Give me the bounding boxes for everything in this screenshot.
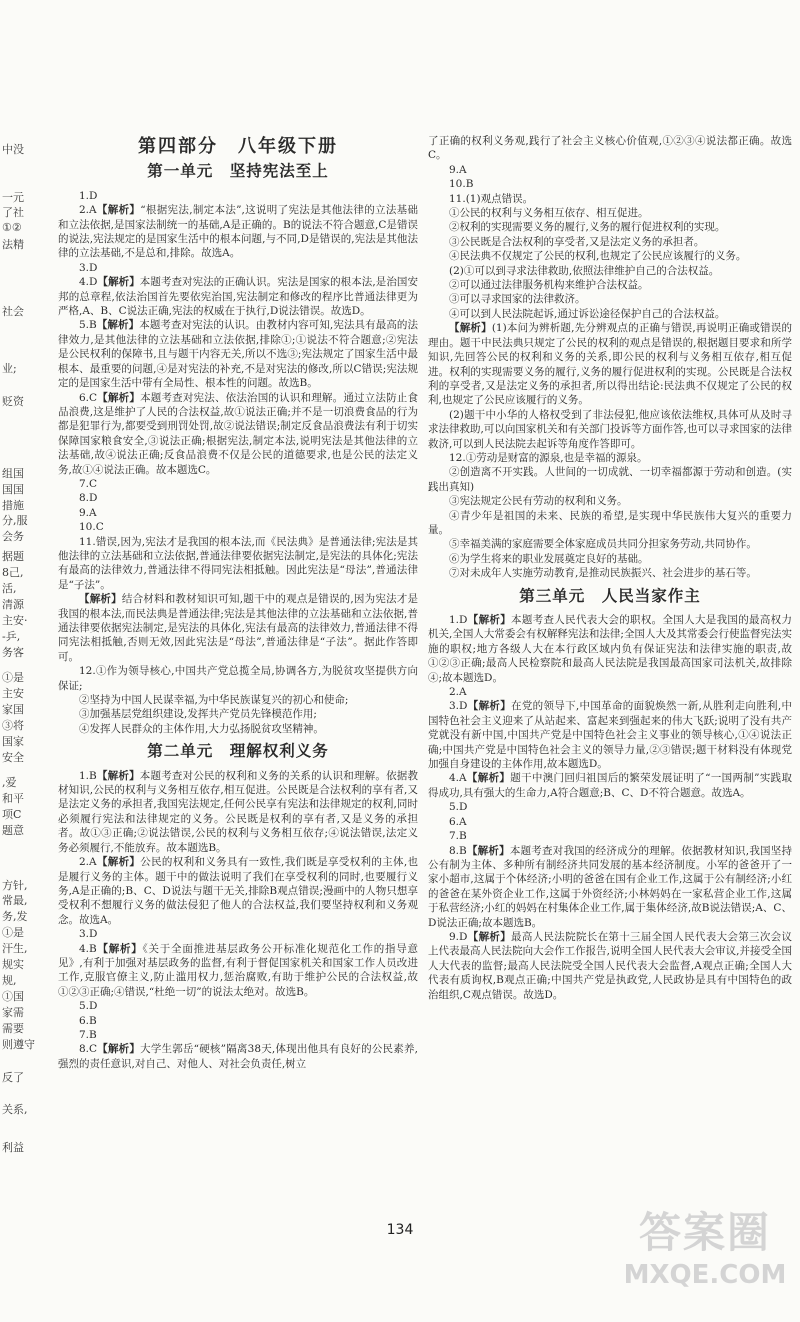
watermark-logo bbox=[620, 1208, 790, 1308]
answer-paragraph bbox=[428, 771, 792, 800]
edge-fragment: 务,发 bbox=[2, 910, 28, 923]
answer-paragraph bbox=[428, 537, 792, 551]
answer-paragraph bbox=[58, 707, 418, 721]
answer-text: ③公民既是合法权利的享受者,又是法定义务的承担者。 bbox=[449, 235, 705, 248]
unit2-answers-continued bbox=[428, 134, 792, 581]
answer-paragraph bbox=[58, 275, 418, 318]
watermark-url: MXQE.COM bbox=[623, 1260, 787, 1290]
edge-fragment: 会务 bbox=[2, 530, 24, 543]
answer-text: ②坚持为中国人民谋幸福,为中华民族谋复兴的初心和使命; bbox=[79, 694, 349, 707]
edge-fragment: 利益 bbox=[2, 1141, 24, 1154]
analysis-text: 大学生郭岳“硬核”隔离38天,体现出他具有良好的公民素养,强烈的责任意识,对自己、对他人、对社会负责任,树立 bbox=[58, 1043, 418, 1070]
unit2-answers bbox=[58, 769, 418, 1072]
edge-fragment: 国家 bbox=[2, 735, 24, 748]
answer-paragraph bbox=[58, 927, 418, 941]
answer-text: 4.A bbox=[449, 772, 467, 785]
answer-paragraph bbox=[428, 192, 792, 206]
answer-text: ②可以通过法律服务机构来维护合法权益。 bbox=[449, 279, 649, 292]
answer-text: 3.D bbox=[79, 928, 98, 941]
edge-fragment: 关系, bbox=[2, 1103, 28, 1116]
analysis-tag: 【解析】 bbox=[467, 700, 512, 713]
answer-paragraph bbox=[428, 494, 792, 508]
edge-fragment: 和平 bbox=[2, 792, 24, 805]
analysis-tag: 【解析】 bbox=[96, 769, 140, 782]
edge-fragment: 分,服 bbox=[2, 514, 28, 527]
answer-text: ⑤幸福美满的家庭需要全体家庭成员共同分担家务劳动,共同协作。 bbox=[449, 538, 757, 551]
analysis-text: 本题考查人民代表大会的职权。全国人大是我国的最高权力机关,全国人大常委会有权解释宪法和法律;全国人大及其常委会行使监督宪法实施的职权;地方各级人大在本行政区域内负有保证宪法和法律实施的职责,故①②③正确;最高人民检察院和最高人民法院是我国最高国家司法机关,故排除④;故本题选D。 bbox=[428, 614, 792, 684]
edge-fragment: 8己, bbox=[2, 566, 24, 579]
answer-text: ②创造离不开实践。人世间的一切成就、一切幸福都源于劳动和创造。(实践出真知) bbox=[428, 466, 792, 493]
answer-paragraph bbox=[428, 844, 792, 930]
page-number: 134 bbox=[386, 1222, 414, 1238]
answer-paragraph bbox=[428, 930, 792, 1002]
answer-paragraph bbox=[428, 264, 792, 278]
edge-fragment: ,爱 bbox=[2, 776, 17, 789]
answer-paragraph bbox=[58, 664, 418, 693]
answer-text: ⑥为学生将来的职业发展奠定良好的基础。 bbox=[449, 552, 649, 565]
answer-text: 3.D bbox=[449, 700, 468, 713]
answer-text: 3.D bbox=[79, 261, 98, 274]
part-title: 第四部分 八年级下册 bbox=[138, 136, 338, 157]
answer-text: 12.①劳动是财富的源泉,也是幸福的源泉。 bbox=[449, 451, 648, 464]
answer-paragraph bbox=[428, 307, 792, 321]
analysis-tag: 【解析】 bbox=[449, 322, 492, 335]
unit1-title: 第一单元 坚持宪法至上 bbox=[147, 161, 329, 181]
answer-paragraph bbox=[428, 235, 792, 249]
edge-fragment: 题意 bbox=[2, 824, 24, 837]
analysis-text: (1)本问为辨析题,先分辨观点的正确与错误,再说明正确或错误的理由。题干中民法典只规定了公民的权利的观点是错误的,根据题目要求和所学知识,先回答公民的权利和义务的关系,即公民的权利与义务相互依存,相互促进。权利的实现需要义务的履行,义务的履行促进权利的实现。公民既是合法权利的享受者,又是法定义务的承担者,所以得出结论:民法典不仅规定了公民的权利,也规定了公民应该履行的义务。 bbox=[428, 322, 792, 407]
answer-text: 5.B bbox=[79, 319, 97, 332]
answer-text: 5.D bbox=[449, 801, 468, 814]
answer-paragraph bbox=[58, 506, 418, 520]
answer-paragraph bbox=[428, 206, 792, 220]
answer-text: 10.C bbox=[79, 521, 104, 534]
edge-fragment: 据题 bbox=[2, 550, 24, 563]
answer-text: 7.B bbox=[449, 830, 467, 843]
answer-paragraph bbox=[58, 693, 418, 707]
answer-text: 4.B bbox=[79, 942, 97, 955]
answer-text: 11.(1)观点错误。 bbox=[449, 192, 534, 205]
edge-fragment: 社会 bbox=[2, 305, 24, 318]
answer-text: 2.A bbox=[79, 204, 97, 217]
analysis-text: 本题考查对宪法的正确认识。宪法是国家的根本法,是治国安邦的总章程,依法治国首先要依宪治国,宪法制定和修改的程序比普通法律更为严格,A、B、C说法正确,宪法的权威在于执行,D说法错误。故选D。 bbox=[58, 276, 418, 318]
answer-text: 8.D bbox=[79, 492, 98, 505]
answer-paragraph bbox=[58, 1014, 418, 1028]
answer-paragraph bbox=[58, 203, 418, 261]
answer-paragraph bbox=[428, 829, 792, 843]
answer-text: ④青少年是祖国的未来、民族的希望,是实现中华民族伟大复兴的重要力量。 bbox=[428, 509, 792, 536]
answer-paragraph bbox=[58, 722, 418, 736]
answer-text: 2.A bbox=[79, 856, 97, 869]
answer-paragraph bbox=[428, 220, 792, 234]
answer-text: 6.C bbox=[79, 391, 98, 404]
analysis-tag: 【解析】 bbox=[97, 276, 140, 289]
answer-text: ⑦对未成年人实施劳动教育,是推动民族振兴、社会进步的基石等。 bbox=[449, 567, 757, 580]
answer-text: 7.B bbox=[79, 1028, 97, 1041]
answer-paragraph bbox=[428, 292, 792, 306]
analysis-text: 本题考查对公民的权利和义务的关系的认识和理解。依据教材知识,公民的权利与义务相互依存,相互促进。公民既是合法权利的享有者,又是法定义务的承担者,我国宪法规定,任何公民享有宪法和法律规定的权利,同时必须履行宪法和法律规定的义务。公民既是权利的享有者,又是义务的承担者。故①③正确;②说法错误,公民的权利与义务相互依存;④说法错误,法定义务必须履行,不能放弃。故本题选B。 bbox=[58, 769, 419, 854]
edge-fragment: 业; bbox=[2, 362, 17, 375]
edge-fragment: 国国 bbox=[2, 483, 24, 496]
answer-text: 7.C bbox=[79, 477, 98, 490]
answer-paragraph bbox=[58, 592, 418, 664]
analysis-tag: 【解析】 bbox=[466, 772, 511, 785]
answer-paragraph bbox=[428, 278, 792, 292]
analysis-text: 本题考查对我国的经济成分的理解。依据教材知识,我国坚持公有制为主体、多种所有制经济共同发展的基本经济制度。小军的爸爸开了一家小超市,这属于个体经济;小明的爸爸在国有企业工作,这属于公有制经济;小红的爸爸在某外资企业工作,这属于外资经济;小林妈妈在一家私营企业工作,这属于私营经济;小红的妈妈在村集体企业工作,属于集体经济,故B说法错误;A、C、D说法正确;故本题选B。 bbox=[428, 844, 793, 929]
edge-fragment: 安全 bbox=[2, 751, 24, 764]
answer-paragraph bbox=[428, 451, 792, 465]
right-column bbox=[428, 134, 792, 1002]
answer-text: 9.A bbox=[449, 163, 467, 176]
answer-paragraph bbox=[428, 613, 792, 685]
answer-paragraph bbox=[58, 477, 418, 491]
analysis-tag: 【解析】 bbox=[96, 204, 141, 217]
answer-text: ④发挥人民群众的主体作用,大力弘扬脱贫攻坚精神。 bbox=[79, 722, 324, 735]
unit3-title: 第三单元 人民当家作主 bbox=[519, 585, 701, 605]
edge-fragment: ①是 bbox=[2, 926, 24, 939]
answer-paragraph bbox=[428, 465, 792, 494]
answer-paragraph bbox=[58, 391, 418, 477]
answer-text: 12.①作为领导核心,中国共产党总揽全局,协调各方,为脱贫攻坚提供方向保证; bbox=[58, 665, 418, 692]
edge-fragment: 主安· bbox=[2, 614, 28, 627]
answer-paragraph bbox=[58, 189, 418, 203]
edge-fragment: 常最, bbox=[2, 894, 28, 907]
answer-text: ③加强基层党组织建设,发挥共产党员先锋模范作用; bbox=[79, 708, 317, 721]
edge-fragment: ③将 bbox=[2, 719, 24, 732]
answer-text: 1.B bbox=[79, 769, 97, 782]
edge-fragment: 活, bbox=[2, 582, 17, 595]
edge-fragment: 中没 bbox=[2, 143, 24, 156]
answer-paragraph bbox=[428, 134, 792, 163]
analysis-text: 公民的权利和义务具有一致性,我们既是享受权利的主体,也是履行义务的主体。题干中的做法说明了我们在享受权利的同时,也要履行义务,A是正确的;B、C、D说法与题干无关,排除B观点错误;漫画中的人物只想享受权利不想履行义务的做法侵犯了他人的合法权益,我们要坚持权利和义务观念。故选A。 bbox=[58, 856, 418, 926]
answer-text: (2)①可以到寻求法律救助,依照法律维护自己的合法权益。 bbox=[449, 264, 720, 277]
edge-fragment: 清源 bbox=[2, 598, 24, 611]
answer-text: ④可以到人民法院起诉,通过诉讼途径保护自己的合法权益。 bbox=[449, 307, 726, 320]
answer-paragraph bbox=[428, 249, 792, 263]
edge-fragment: 反了 bbox=[2, 1071, 24, 1084]
answer-text: 9.A bbox=[79, 506, 97, 519]
edge-fragment: -乒, bbox=[2, 630, 21, 643]
answer-paragraph bbox=[58, 1028, 418, 1042]
edge-fragment: 规实 bbox=[2, 958, 24, 971]
answer-paragraph bbox=[428, 699, 792, 771]
answer-paragraph bbox=[58, 535, 418, 593]
answer-paragraph bbox=[58, 855, 418, 927]
edge-fragment: 组国 bbox=[2, 467, 24, 480]
answer-text: (2)题干中小华的人格权受到了非法侵犯,他应该依法维权,具体可从及时寻求法律救助,可以向国家机关和有关部门投诉等方面作答,也可以寻求国家的法律救济,可以到人民法院去起诉等角度作答即可。 bbox=[428, 408, 792, 450]
answer-text: 5.D bbox=[79, 1000, 98, 1013]
unit2-title: 第二单元 理解权利义务 bbox=[147, 741, 329, 761]
edge-fragment: 一元 bbox=[2, 191, 24, 204]
analysis-tag: 【解析】 bbox=[96, 856, 141, 869]
analysis-text: 最高人民法院院长在第十三届全国人民代表大会第三次会议上代表最高人民法院向大会作工作报告,说明全国人民代表大会审议,并接受全国人大代表的监督;最高人民法院受全国人民代表大会监督,A观点正确;全国人大代表有质询权,B观点正确;中国共产党是执政党,人民政协是具有中国特色的政治组织,C观点错误。故选D。 bbox=[428, 930, 792, 1001]
analysis-tag: 【解析】 bbox=[97, 391, 141, 404]
answer-text: 1.D bbox=[449, 614, 468, 626]
edge-fragment: 家需 bbox=[2, 1006, 24, 1019]
answer-paragraph bbox=[428, 566, 792, 580]
edge-fragment: 规, bbox=[2, 974, 17, 987]
answer-paragraph bbox=[58, 261, 418, 275]
answer-text: ③宪法规定公民有劳动的权利和义务。 bbox=[449, 495, 628, 508]
edge-fragment: ①是 bbox=[2, 671, 24, 684]
analysis-text: 本题考查对宪法的认识。由教材内容可知,宪法具有最高的法律效力,是其他法律的立法基础和立法依据,排除①;①说法不符合题意;②宪法是公民权利的保障书,且与题干内容无关,所以不选③;宪法规定了国家生活中最根本、最重要的问题,④是对宪法的补充,不是对宪法的修改,所以C错误;宪法规定的是国家生活中带有全局性、根本性的问题。故选B。 bbox=[58, 319, 419, 390]
analysis-tag: 【解析】 bbox=[467, 930, 512, 943]
answer-paragraph bbox=[428, 685, 792, 699]
edge-fragment: ①国 bbox=[2, 990, 24, 1003]
analysis-text: 结合材料和教材知识可知,题干中的观点是错误的,因为宪法才是我国的根本法,而民法典是普通法律;宪法是其他法律的立法基础和立法依据,普通法律要依据宪法制定,是宪法的具体化,宪法有最高的法律效力,普通法律不得同宪法相抵触,否则无效,因此宪法是“母法”,普通法律是“子法”。据此作答即可。 bbox=[58, 593, 418, 663]
analysis-tag: 【解析】 bbox=[466, 844, 510, 857]
answer-text: 1.D bbox=[79, 189, 98, 202]
edge-fragment: 了社 bbox=[2, 206, 24, 219]
answer-paragraph bbox=[58, 999, 418, 1013]
edge-fragment: 方针, bbox=[2, 879, 28, 892]
answer-paragraph bbox=[428, 509, 792, 538]
edge-fragment: 家国 bbox=[2, 703, 24, 716]
answer-text: 4.D bbox=[79, 276, 98, 289]
answer-text: ①公民的权利与义务相互依存、相互促进。 bbox=[449, 207, 649, 220]
edge-fragment: 需要 bbox=[2, 1022, 24, 1035]
analysis-text: 题干中澳门回归祖国后的繁荣发展证明了“一国两制”实践取得成功,具有强大的生命力,A符合题意;B、C、D不符合题意。故选A。 bbox=[428, 772, 792, 799]
answer-text: 10.B bbox=[449, 178, 474, 191]
answer-text: ③可以寻求国家的法律救济。 bbox=[449, 293, 586, 306]
edge-fragment: 措施 bbox=[2, 499, 24, 512]
answer-paragraph bbox=[428, 321, 792, 407]
answer-text: 了正确的权利义务观,践行了社会主义核心价值观,①②③④说法都正确。故选C。 bbox=[428, 135, 792, 162]
answer-paragraph bbox=[58, 318, 418, 390]
answer-paragraph bbox=[58, 769, 418, 855]
analysis-text: “根据宪法,制定本法”,这说明了宪法是其他法律的立法基础和立法依据,是国家法制统一的基础,A是正确的。B的说法不符合题意,C是错误的说法,宪法规定的是国家生活中的根本问题,与不同,D是错误的,宪法是其他法律的立法基础,不是总和,排除。故选A。 bbox=[58, 204, 418, 260]
answer-paragraph bbox=[58, 491, 418, 505]
edge-fragment: 汗生, bbox=[2, 942, 28, 955]
answer-text: 8.C bbox=[79, 1043, 98, 1056]
edge-fragment: 主安 bbox=[2, 687, 24, 700]
answer-paragraph bbox=[428, 815, 792, 829]
answer-paragraph bbox=[428, 163, 792, 177]
answer-text: 8.B bbox=[449, 844, 467, 857]
analysis-text: 在党的领导下,中国革命的面貌焕然一新,从胜利走向胜利,中国特色社会主义迎来了从站起来、富起来到强起来的伟大飞跃;说明了没有共产党就没有新中国,中国共产党是中国特色社会主义事业的领导核心,①④说法正确;中国共产党是中国特色社会主义的领导力量,②③错误;题干材料没有体现党加强自身建设的主体作用,故本题选D。 bbox=[428, 700, 793, 771]
answer-text: ②权利的实现需要义务的履行,义务的履行促进权利的实现。 bbox=[449, 221, 726, 234]
analysis-text: 《关于全面推进基层政务公开标准化规范化工作的指导意见》,有利于加强对基层政务的监督,有利于督促国家机关和国家工作人员改进工作,克服官僚主义,防止滥用权力,惩治腐败,有助于维护公民的合法权益,故①②③正确;④错误,“杜绝一切”的说法太绝对。故选B。 bbox=[58, 942, 418, 998]
adjacent-page-edge bbox=[0, 0, 48, 1240]
analysis-text: 本题考查对宪法、依法治国的认识和理解。通过立法防止食品浪费,这是维护了人民的合法权益,故①说法正确;并不是一切浪费食品的行为都是犯罪行为,都要受到刑罚处罚,故②说法错误;制定反食品浪费法有利于切实保障国家粮食安全,③说法正确;根据宪法,制定本法,说明宪法是其他法律的立法基础,故④说法正确;反食品浪费不仅是公民的道德要求,也是公民的法定义务,故①④说法正确。故本题选C。 bbox=[58, 391, 419, 476]
analysis-tag: 【解析】 bbox=[79, 593, 122, 606]
answer-text: ④民法典不仅规定了公民的权利,也规定了公民应该履行的义务。 bbox=[449, 250, 747, 263]
edge-fragment: 则遵守 bbox=[2, 1038, 35, 1051]
answer-text: 6.A bbox=[449, 815, 467, 828]
answer-text: 9.D bbox=[449, 930, 468, 943]
answer-paragraph bbox=[428, 408, 792, 451]
answer-paragraph bbox=[428, 177, 792, 191]
unit1-answers bbox=[58, 189, 418, 736]
answer-text: 6.B bbox=[79, 1014, 97, 1027]
edge-fragment: ①② bbox=[2, 221, 22, 234]
answer-paragraph bbox=[428, 552, 792, 566]
answer-paragraph bbox=[428, 800, 792, 814]
answer-paragraph bbox=[58, 942, 418, 1000]
analysis-tag: 【解析】 bbox=[96, 942, 143, 955]
watermark-text: 答案圈 bbox=[638, 1208, 771, 1257]
unit3-answers bbox=[428, 613, 792, 1002]
analysis-tag: 【解析】 bbox=[97, 1043, 141, 1056]
analysis-tag: 【解析】 bbox=[96, 319, 140, 332]
edge-fragment: 贬资 bbox=[2, 395, 24, 408]
answer-text: 11.错误,因为,宪法才是我国的根本法,而《民法典》是普通法律;宪法是其他法律的立法基础和立法依据,普通法律要依据宪法制定,是宪法的具体化;宪法有最高的法律效力,普通法律不得同宪法相抵触。因此宪法是“母法”,普通法律是“子法”。 bbox=[58, 535, 418, 591]
edge-fragment: 务客 bbox=[2, 646, 24, 659]
left-column bbox=[58, 0, 418, 1071]
answer-paragraph bbox=[58, 1042, 418, 1071]
analysis-tag: 【解析】 bbox=[467, 614, 512, 626]
answer-text: 2.A bbox=[449, 686, 467, 699]
edge-fragment: 法精 bbox=[2, 238, 24, 251]
answer-paragraph bbox=[58, 520, 418, 534]
edge-fragment: 项C bbox=[2, 808, 22, 821]
